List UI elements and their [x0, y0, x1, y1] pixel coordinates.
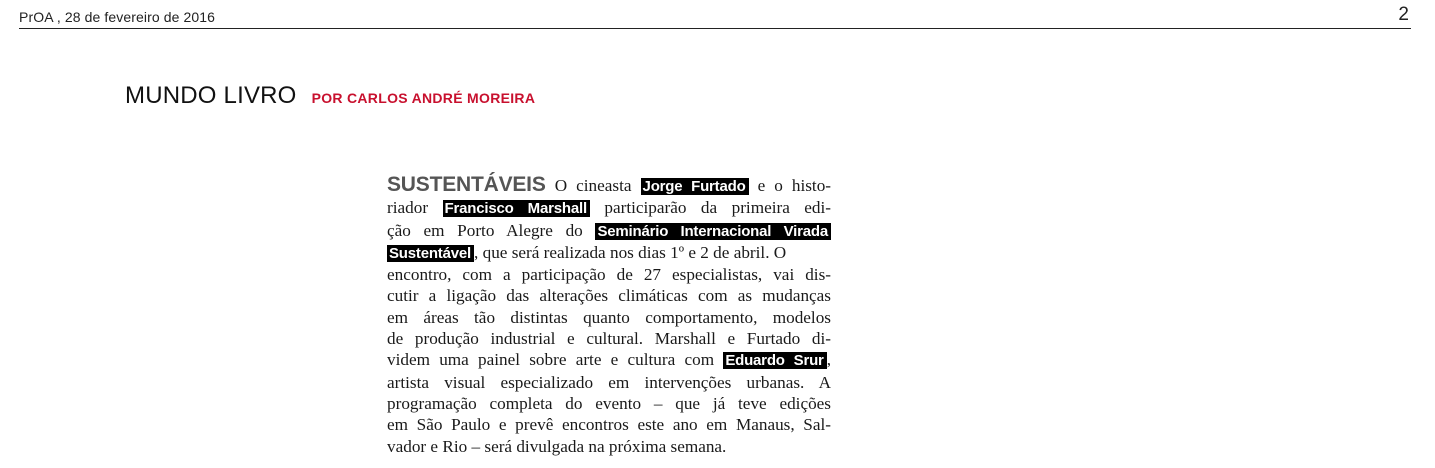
text-run: ,	[826, 350, 831, 370]
text-run: participarão da primeira edi-	[604, 198, 831, 218]
article-line: encontro, com a participação de 27 especialistas, vai dis-	[387, 265, 831, 285]
highlighted-event-name-cont: Sustentável	[387, 245, 474, 262]
text-run: ção em Porto Alegre do	[387, 220, 583, 240]
text-run: e o histo-	[757, 176, 832, 195]
article-body	[387, 174, 831, 457]
article-line: vador e Rio – será divulgada na próxima semana.	[387, 436, 727, 456]
highlighted-name-francisco-marshall: Francisco Marshall	[443, 200, 590, 217]
article-kicker: SUSTENTÁVEIS	[387, 173, 546, 196]
article-line: artista visual especializado em intervenções urbanas. A	[387, 372, 831, 392]
article-line: em São Paulo e prevê encontros este ano em Manaus, Sal-	[387, 415, 831, 435]
article-line: programação completa do evento – que já teve edições	[387, 393, 831, 413]
byline: POR CARLOS ANDRÉ MOREIRA	[311, 90, 536, 106]
article-line	[387, 349, 831, 371]
highlighted-name-eduardo-srur: Eduardo Srur	[723, 352, 826, 369]
highlighted-name-jorge-furtado: Jorge Furtado	[641, 178, 749, 195]
text-run: , que será realizada nos dias 1º e 2 de abril. O	[474, 242, 787, 262]
article-line: cutir a ligação das alterações climáticas com as mudanças	[387, 286, 831, 306]
text-run: O cineasta	[554, 176, 632, 195]
article-line: em áreas tão distintas quanto comportamento, modelos	[387, 307, 831, 327]
article-line	[387, 242, 831, 264]
page-number: 2	[1398, 4, 1409, 25]
article-line	[387, 197, 831, 219]
column-header	[125, 82, 535, 110]
article-line	[387, 220, 831, 242]
article-line: de produção industrial e cultural. Marshall e Furtado di-	[387, 329, 831, 349]
text-run: riador	[387, 198, 429, 218]
article-line	[387, 174, 831, 197]
publication-date: PrOA , 28 de fevereiro de 2016	[19, 9, 216, 25]
running-header	[19, 6, 1411, 29]
column-title: MUNDO LIVRO	[125, 82, 297, 109]
highlighted-event-name: Seminário Internacional Virada	[595, 223, 831, 240]
text-run: videm uma painel sobre arte e cultura com	[387, 350, 715, 370]
